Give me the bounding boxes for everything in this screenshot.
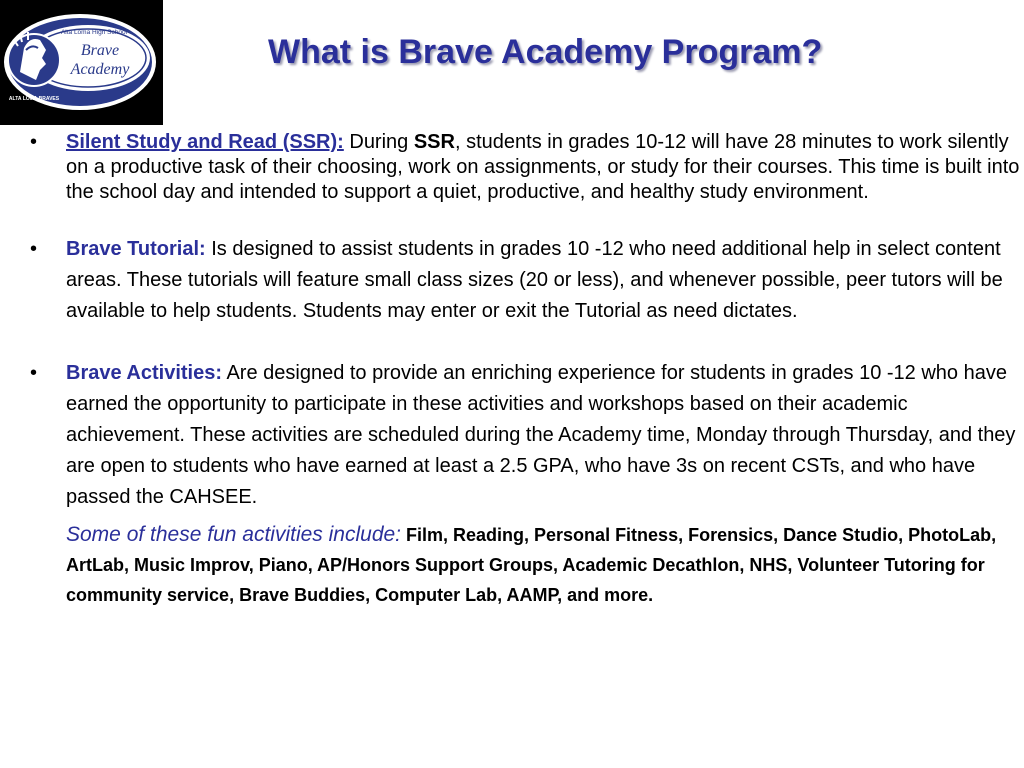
logo-ring-text: ALTA LOMA BRAVES	[8, 96, 60, 102]
bullet-heading-ssr: Silent Study and Read (SSR):	[66, 131, 344, 153]
bullet-tutorial	[30, 234, 1020, 327]
activities-intro: Some of these fun activities include:	[66, 523, 402, 546]
slide-title: What is Brave Academy Program?	[268, 33, 823, 71]
bullet-ssr	[30, 130, 1020, 205]
school-logo	[0, 0, 163, 125]
ssr-strong: SSR	[413, 131, 455, 153]
activities-list	[30, 521, 1020, 611]
bullet-text: , students in grades 10-12 will have 28 minutes to work silently on a productive task of their choosing, work on assignments, or study for their courses. This time is built into the school day and intended to support a quiet, productive, and healthy study environment.	[66, 131, 1020, 203]
bullet-dot: •	[30, 362, 38, 384]
slide-content	[30, 130, 1020, 611]
bullet-text: During	[343, 131, 414, 153]
bullet-activities	[30, 358, 1020, 513]
bullet-heading-activities: Brave Activities:	[66, 362, 222, 384]
bullet-text: Are designed to provide an enriching experience for students in grades 10 -12 who have earned the opportunity to participate in these activities and workshops based on their academic achievement. These activities are scheduled during the Academy time, Monday through Thursday, and they are open to students who have earned at least a 2.5 GPA, who have 3s on recent CSTs, and who have passed the CAHSEE.	[66, 362, 1016, 508]
logo-school-name: Alta Loma High School	[60, 29, 128, 36]
bullet-text: Is designed to assist students in grades 10 -12 who need additional help in select content areas. These tutorials will feature small class sizes (20 or less), and whenever possible, peer tutors will be available to help students. Students may enter or exit the Tutorial as need dictates.	[66, 238, 1003, 322]
activities-items: Film, Reading, Personal Fitness, Forensics, Dance Studio, PhotoLab, ArtLab, Music Improv, Piano, AP/Honors Support Groups, Academic Decathlon, NHS, Volunteer Tutoring for community service, Brave Buddies, Computer Lab, AAMP, and more.	[66, 525, 997, 605]
bullet-dot: •	[30, 131, 38, 153]
logo-program-name-1: Brave	[80, 42, 120, 59]
logo-program-name-2: Academy	[70, 61, 130, 78]
brave-academy-logo-graphic	[0, 0, 163, 125]
warrior-head-icon	[8, 32, 60, 86]
bullet-dot: •	[30, 238, 38, 260]
bullet-heading-tutorial: Brave Tutorial:	[66, 238, 206, 260]
